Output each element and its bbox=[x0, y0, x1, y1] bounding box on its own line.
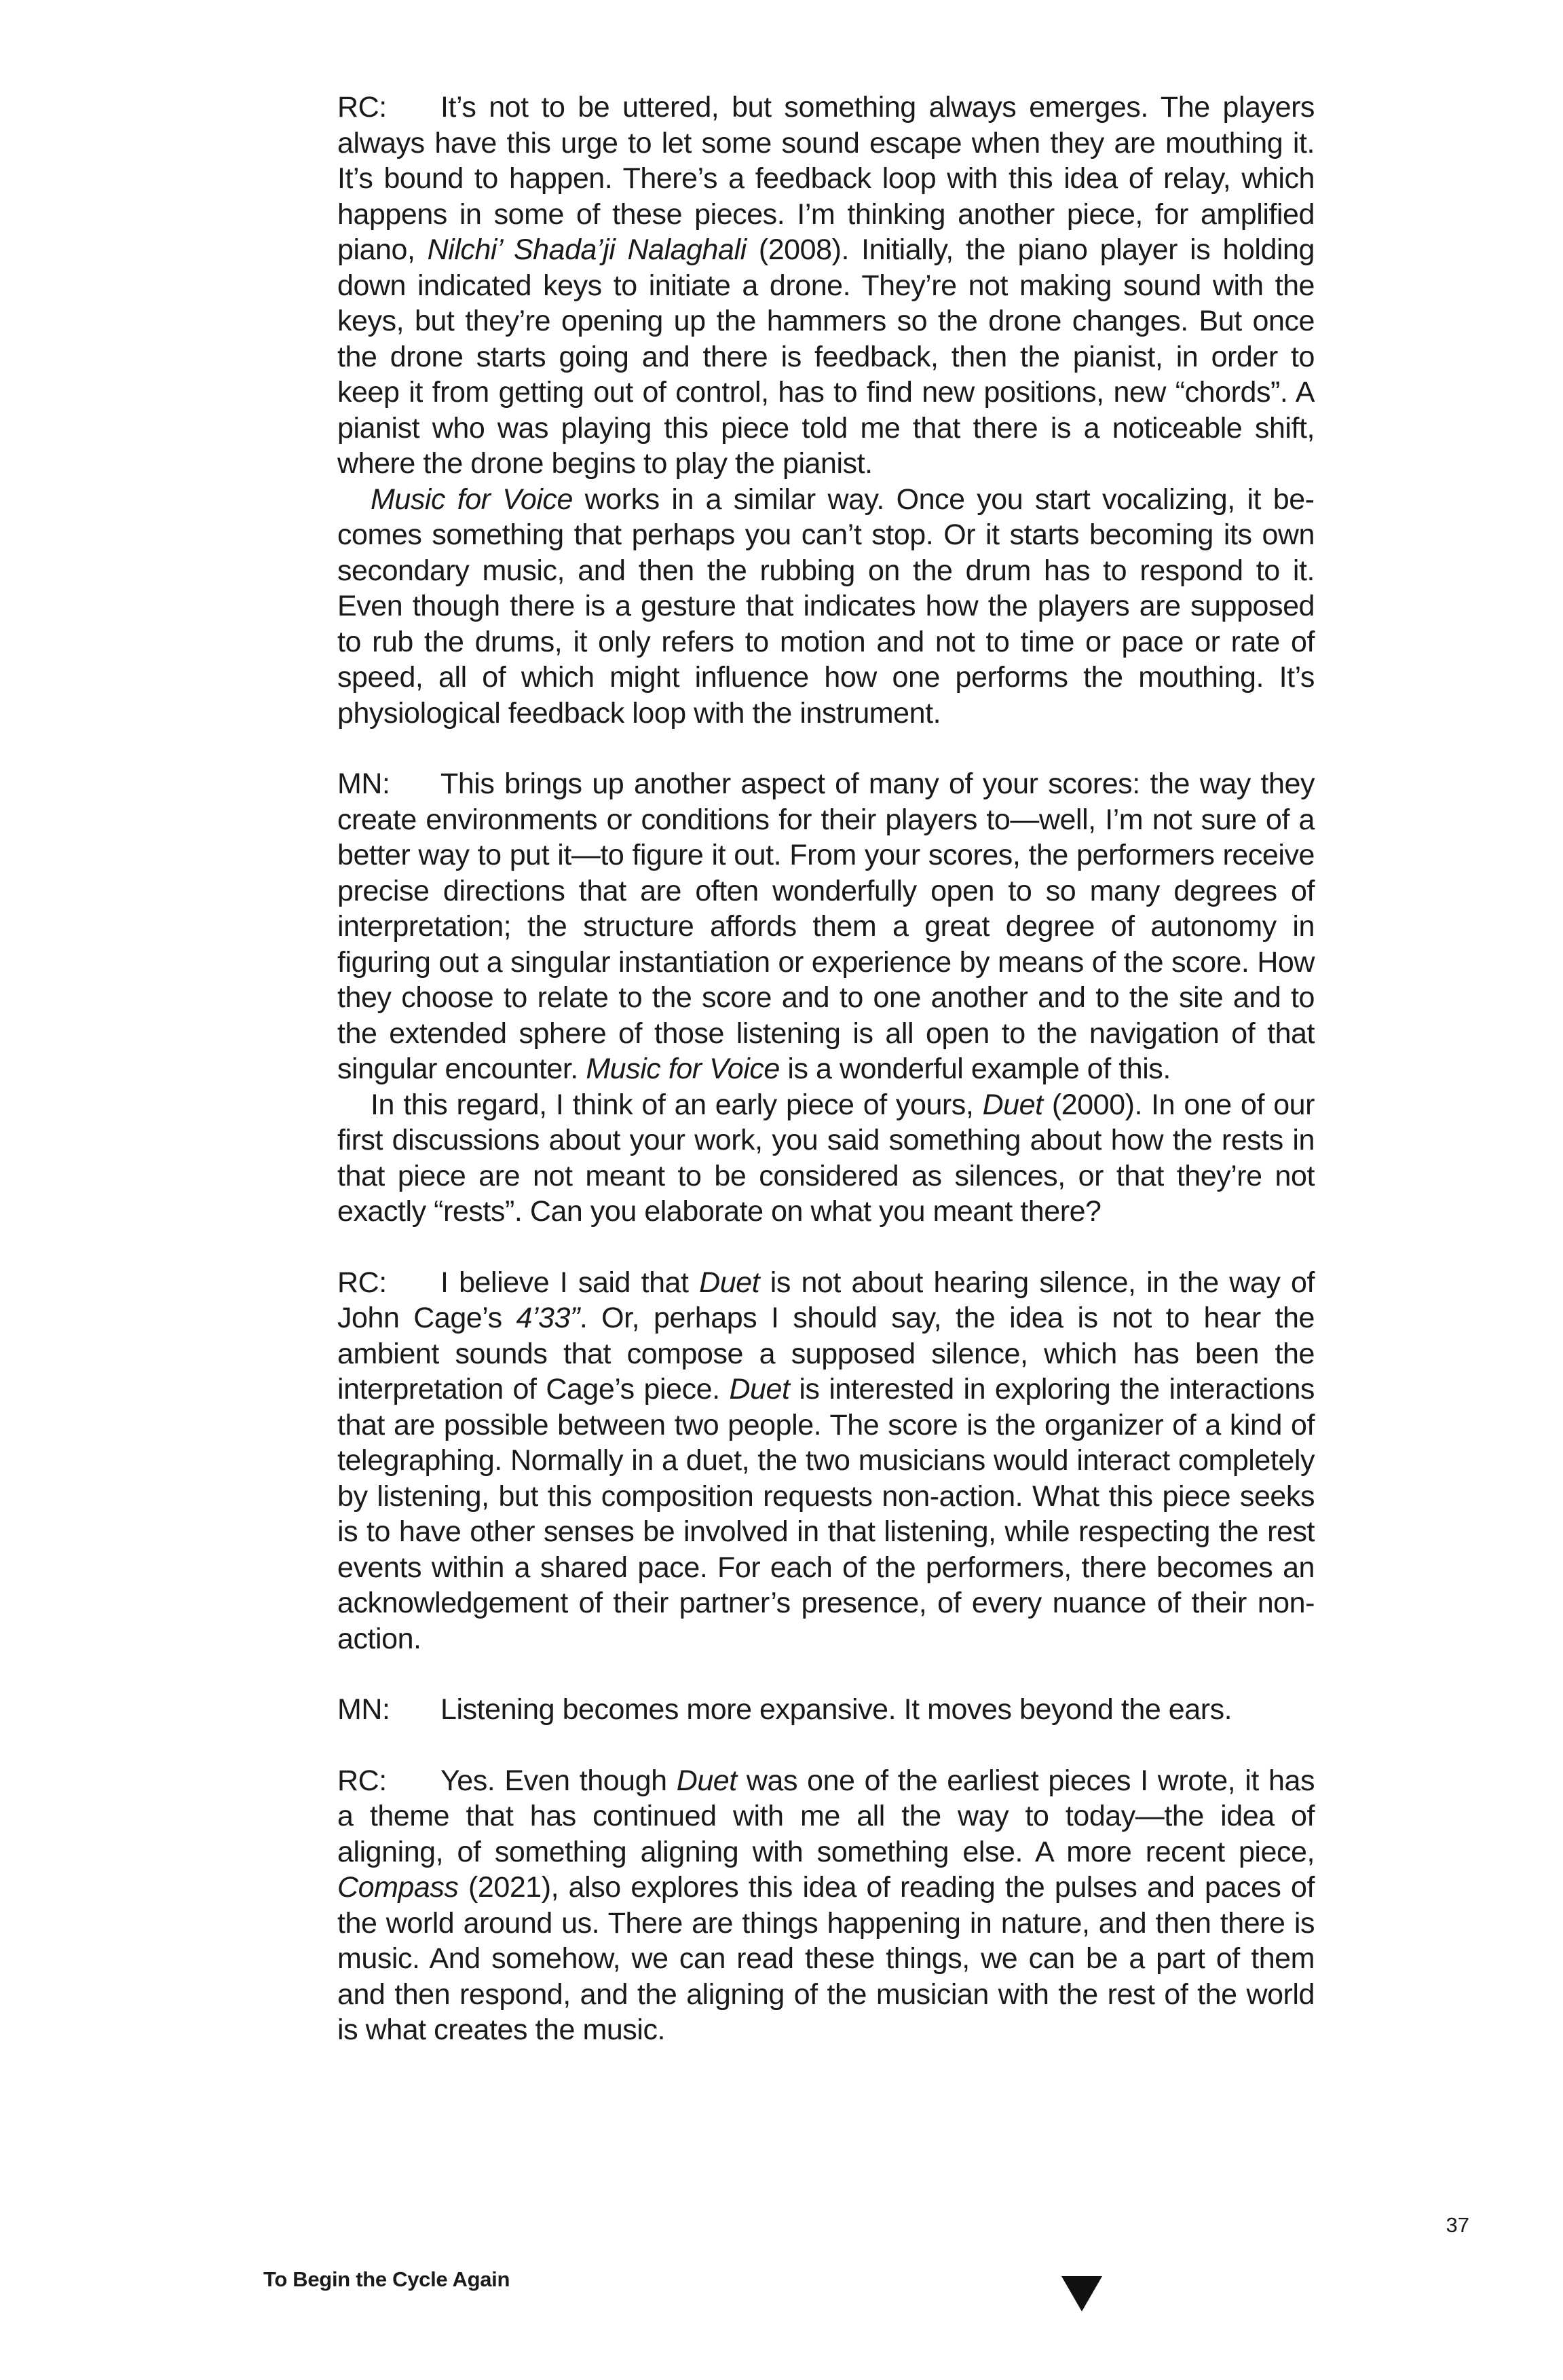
text-run: works in a similar way. Once you start vocalizing, it becomes something that perhaps you can’t stop. Or it starts becoming its own secondary music, and then the rubbing on the drum has to respond to it. Even though there is a gesture that indicates how the players are supposed to rub the drums, it only refers to motion and not to time or pace or rate of speed, all of which might influence how one performs the mouthing. It’s physiological feedback loop with the instrument. bbox=[337, 483, 1315, 730]
text-run: Listening becomes more expansive. It moves beyond the ears. bbox=[440, 1693, 1232, 1726]
paragraph bbox=[337, 1763, 1315, 2048]
page-number: 37 bbox=[1446, 2213, 1469, 2237]
interview-text bbox=[337, 90, 1315, 2083]
text-run: I believe I said that bbox=[440, 1266, 700, 1299]
work-title: Duet bbox=[982, 1088, 1043, 1121]
interview-exchange bbox=[337, 1692, 1315, 1728]
text-run: (2000). In one of our first discussions about your work, you said something about how the rests in that piece are not meant to be considered as silences, or that they’re not exactly “rests”. Can you elaborate on what you meant there? bbox=[337, 1088, 1315, 1228]
paragraph bbox=[337, 1692, 1315, 1728]
running-title: To Begin the Cycle Again bbox=[263, 2267, 510, 2291]
interview-exchange bbox=[337, 1763, 1315, 2048]
work-title: Duet bbox=[729, 1373, 790, 1405]
work-title: 4’33” bbox=[516, 1302, 580, 1334]
work-title: Music for Voice bbox=[371, 483, 573, 516]
text-run: (2021), also explores this idea of reading the pulses and paces of the world around us. There are things happening in nature, and then there is music. And somehow, we can read these things, we can be a part of them and then respond, and the aligning of the musician with the rest of the world is what creates the music. bbox=[337, 1871, 1315, 2046]
text-run: is not about hearing silence, in the way of John Cage’s bbox=[337, 1266, 1315, 1334]
speaker-label: RC: bbox=[337, 91, 387, 124]
text-run: (2008). Initially, the piano player is holding down indicated keys to initiate a drone. They’re not making sound with the keys, but they’re opening up the hammers so the drone changes. But once the drone starts going and there is feedback, then the pianist, in order to keep it from getting out of control, has to find new positions, new “chords”. A pianist who was playing this piece told me that there is a noticeable shift, where the drone begins to play the pianist. bbox=[337, 233, 1315, 480]
interview-exchange bbox=[337, 766, 1315, 1230]
paragraph bbox=[337, 90, 1315, 482]
paragraph bbox=[337, 766, 1315, 1087]
speaker-label: RC: bbox=[337, 1764, 387, 1797]
text-run: was one of the earliest pieces I wrote, it has a theme that has continued with me all the way to today—the idea of aligning, of something aligning with something else. A more recent piece, bbox=[337, 1764, 1315, 1868]
text-run: It’s not to be uttered, but something always emerges. The players always have this urge to let some sound escape when they are mouthing it. It’s bound to happen. There’s a feedback loop with this idea of relay, which happens in some of these pieces. I’m thinking another piece, for amplified piano, bbox=[337, 91, 1315, 266]
text-run: is a wonderful example of this. bbox=[779, 1053, 1171, 1085]
paragraph bbox=[337, 482, 1315, 732]
work-title: Duet bbox=[699, 1266, 760, 1299]
work-title: Music for Voice bbox=[586, 1053, 780, 1085]
speaker-label: MN: bbox=[337, 1693, 390, 1726]
work-title: Duet bbox=[676, 1764, 737, 1797]
triangle-down-icon bbox=[1061, 2276, 1102, 2311]
interview-exchange bbox=[337, 90, 1315, 731]
paragraph bbox=[337, 1265, 1315, 1657]
text-run: Yes. Even though bbox=[440, 1764, 677, 1797]
text-run: In this regard, I think of an early piece of yours, bbox=[371, 1088, 983, 1121]
text-run: . Or, perhaps I should say, the idea is not to hear the ambient sounds that compose a supposed silence, which has been the interpretation of Cage’s piece. bbox=[337, 1302, 1315, 1405]
paragraph bbox=[337, 1087, 1315, 1230]
speaker-label: MN: bbox=[337, 768, 390, 800]
work-title: Compass bbox=[337, 1871, 459, 1904]
triangle-down-shape bbox=[1061, 2276, 1102, 2311]
text-run: This brings up another aspect of many of your scores: the way they create environments or conditions for their players to—well, I’m not sure of a better way to put it—to figure it out. From your scores, the performers receive precise directions that are often wonderfully open to so many degrees of interpretation; the structure affords them a great degree of autonomy in figuring out a singular instantiation or experience by means of the score. How they choose to relate to the score and to one another and to the site and to the extended sphere of those listening is all open to the navigation of that singular encounter. bbox=[337, 768, 1315, 1085]
interview-exchange bbox=[337, 1265, 1315, 1657]
speaker-label: RC: bbox=[337, 1266, 387, 1299]
text-run: is interested in exploring the interactions that are possible between two people. The score is the organizer of a kind of telegraphing. Normally in a duet, the two musicians would interact completely by listening, but this composition requests non-action. What this piece seeks is to have other senses be involved in that listening, while respecting the rest events within a shared pace. For each of the performers, there becomes an acknowledgement of their partner’s presence, of every nuance of their non-action. bbox=[337, 1373, 1315, 1655]
work-title: Nilchi’ Shada’ji Nalaghali bbox=[427, 233, 747, 266]
